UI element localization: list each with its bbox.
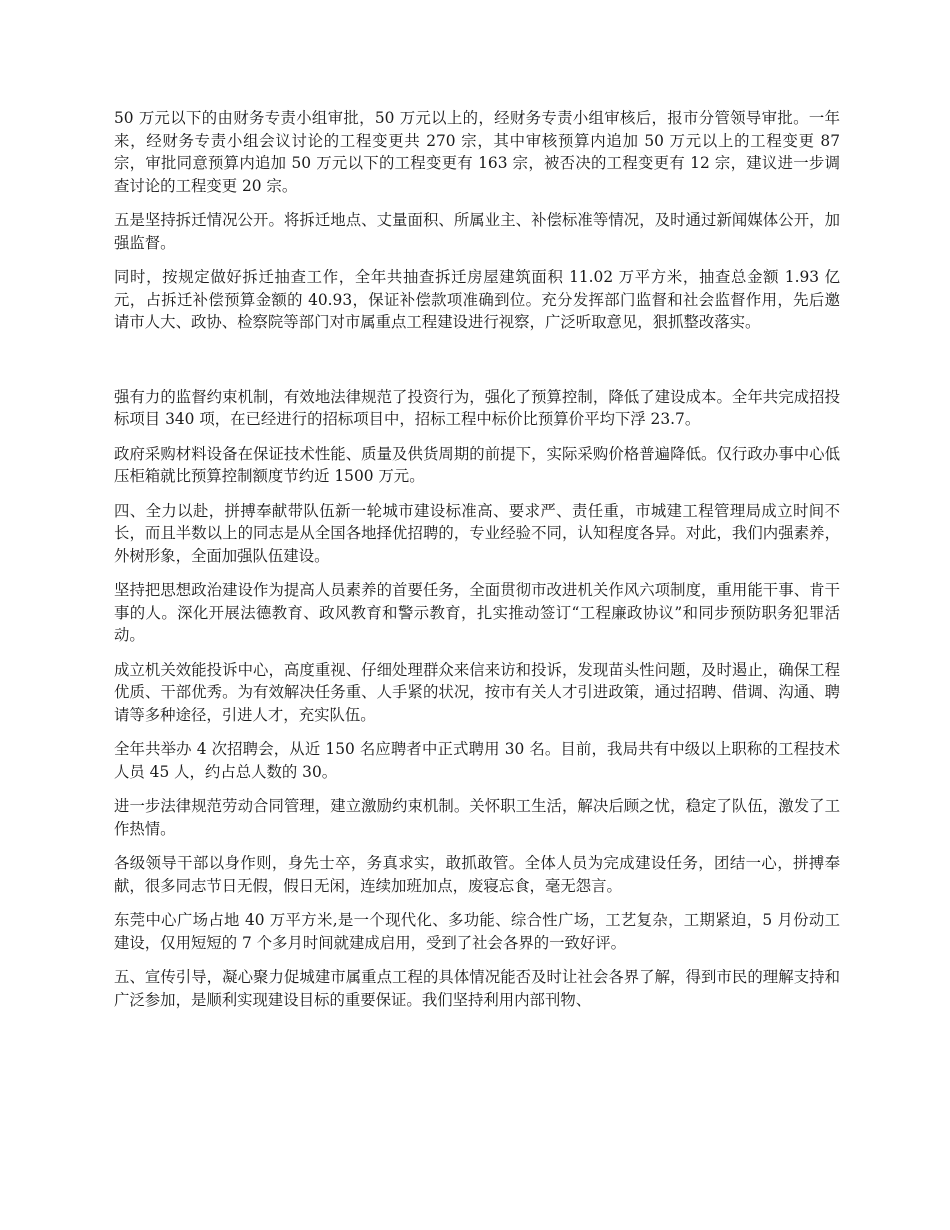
paragraph: 同时，按规定做好拆迁抽查工作，全年共抽查拆迁房屋建筑面积 11.02 万平方米，抽查总金额 1.93 亿元，占拆迁补偿预算金额的 40.93，保证补偿款项准确到位。充分发挥部门监督和社会监督作用，先后邀请市人大、政协、检察院等部门对市属重点工程建设进行视察，广泛听取意见，狠抓整改落实。 xyxy=(114,268,840,331)
section-gap xyxy=(114,346,840,386)
paragraph: 五是坚持拆迁情况公开。将拆迁地点、丈量面积、所属业主、补偿标准等情况，及时通过新闻媒体公开，加强监督。 xyxy=(114,211,840,252)
paragraph: 政府采购材料设备在保证技术性能、质量及供货周期的前提下，实际采购价格普遍降低。仅行政办事中心低压柜箱就比预算控制额度节约近 1500 万元。 xyxy=(114,444,840,485)
paragraph: 五、宣传引导，凝心聚力促城建市属重点工程的具体情况能否及时让社会各界了解，得到市民的理解支持和广泛参加，是顺利实现建设目标的重要保证。我们坚持利用内部刊物、 xyxy=(114,968,840,1009)
paragraph: 各级领导干部以身作则，身先士卒，务真求实，敢抓敢管。全体人员为完成建设任务，团结一心，拼搏奉献，很多同志节日无假，假日无闲，连续加班加点，废寝忘食，毫无怨言。 xyxy=(114,854,840,895)
paragraph: 全年共举办 4 次招聘会，从近 150 名应聘者中正式聘用 30 名。目前，我局共有中级以上职称的工程技术人员 45 人，约占总人数的 30。 xyxy=(114,740,840,781)
paragraph: 强有力的监督约束机制，有效地法律规范了投资行为，强化了预算控制，降低了建设成本。全年共完成招投标项目 340 项，在已经进行的招标项目中，招标工程中标价比预算价平均下浮 23.7。 xyxy=(114,387,840,428)
paragraph: 东莞中心广场占地 40 万平方米,是一个现代化、多功能、综合性广场，工艺复杂，工期紧迫，5 月份动工建设，仅用短短的 7 个多月时间就建成启用，受到了社会各界的一致好评。 xyxy=(114,911,840,952)
paragraph: 成立机关效能投诉中心，高度重视、仔细处理群众来信来访和投诉，发现苗头性问题，及时遏止，确保工程优质、干部优秀。为有效解决任务重、人手紧的状况，按市有关人才引进政策，通过招聘、借调、沟通、聘请等多种途径，引进人才，充实队伍。 xyxy=(114,660,840,724)
paragraph: 四、全力以赴，拼搏奉献带队伍新一轮城市建设标准高、要求严、责任重，市城建工程管理局成立时间不长，而且半数以上的同志是从全国各地择优招聘的，专业经验不同，认知程度各异。对此，我们内强素养，外树形象，全面加强队伍建设。 xyxy=(114,501,840,565)
paragraph: 进一步法律规范劳动合同管理，建立激励约束机制。关怀职工生活，解决后顾之忧，稳定了队伍，激发了工作热情。 xyxy=(114,797,840,838)
paragraph: 坚持把思想政治建设作为提高人员素养的首要任务，全面贯彻市改进机关作风六项制度，重用能干事、肯干事的人。深化开展法德教育、政风教育和警示教育，扎实推动签订“工程廉政协议”和同步预防职务犯罪活动。 xyxy=(114,581,840,644)
document-page xyxy=(114,107,840,1023)
paragraph: 50 万元以下的由财务专责小组审批，50 万元以上的，经财务专责小组审核后，报市分管领导审批。一年来，经财务专责小组会议讨论的工程变更共 270 宗，其中审核预算内追加 50 万元以上的工程变更 87 宗，审批同意预算内追加 50 万元以下的工程变更有 163 宗，被否决的工程变更有 12 宗，建议进一步调查讨论的工程变更 20 宗。 xyxy=(114,109,840,195)
